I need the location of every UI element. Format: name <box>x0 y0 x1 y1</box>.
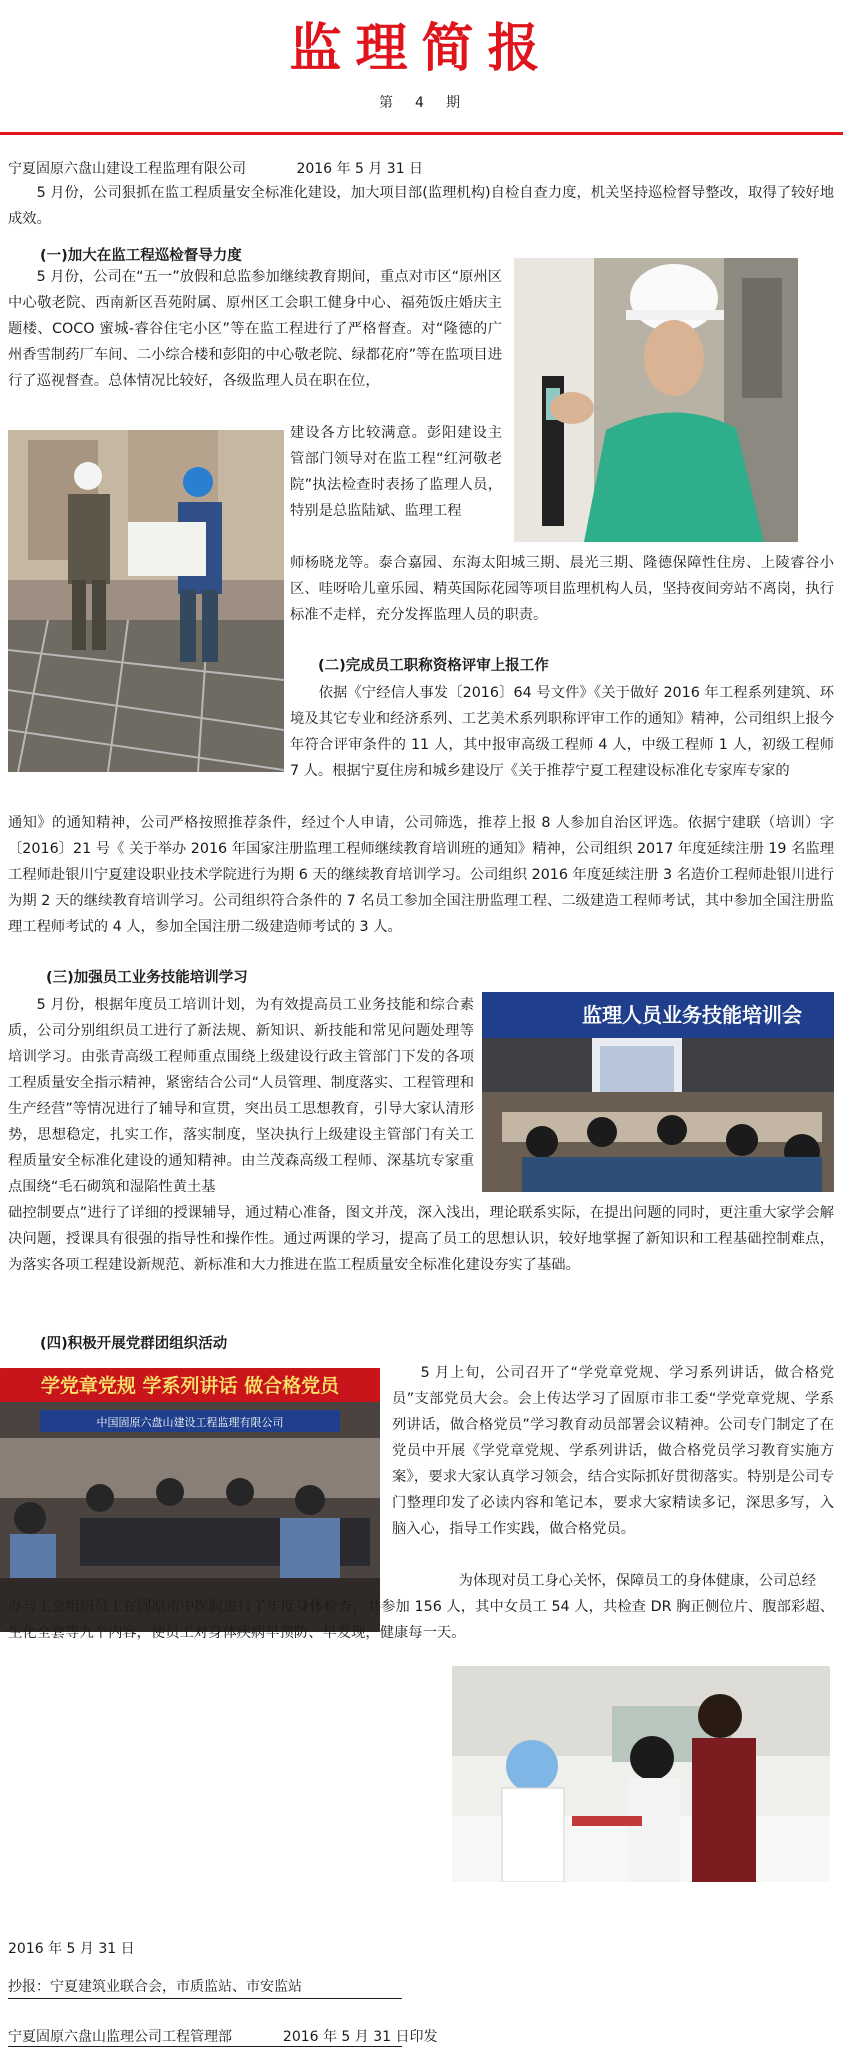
section-1-paragraph-2: 建设各方比较满意。彭阳建设主管部门领导对在监工程“红河敬老院”执法检查时表扬了监理人员，特别是总监陆斌、监理工程 <box>290 425 502 519</box>
section-1-paragraph-1: 5 月份，公司在“五一”放假和总监参加继续教育期间，重点对市区“原州区中心敬老院、西南新区吾苑附属、原州区工会职工健身中心、福苑饭庄婚庆主题楼、COCO 蜜城-睿谷住宅小区”等在监工程进行了严格督查。对“隆德的广州香雪制药厂车间、二小综合楼和彭阳的中心敬老院、绿都花府”等在监项目进行了巡视督查。总体情况比较好，各级监理人员在职在位， <box>8 269 502 389</box>
masthead-title: 监理简报 <box>289 18 554 79</box>
footer-rule-1 <box>8 1998 402 1999</box>
footer-rule-2 <box>8 2046 402 2047</box>
section-1-paragraph-3: 师杨晓龙等。泰合嘉园、东海太阳城三期、晨光三期、隆德保障性住房、上陵睿谷小区、哇呀哈儿童乐园、精英国际花园等项目监理机构人员，坚持夜间旁站不离岗，执行标准不走样，充分发挥监理人员的职责。 <box>290 555 834 623</box>
footer-issuer-line <box>8 2026 438 2046</box>
section-2-heading: (二)完成员工职称资格评审上报工作 <box>318 658 549 674</box>
publication-meta <box>8 158 469 178</box>
issue-number: 第 4 期 <box>379 95 464 111</box>
company-name: 宁夏固原六盘山建设工程监理有限公司 <box>8 161 246 177</box>
section-4-paragraph-1: 5 月上旬，公司召开了“学党章党规、学习系列讲话，做合格党员”支部党员大会。会上传达学习了固原市非工委“学党章党规、学系列讲话，做合格党员”学习教育动员部署会议精神。公司专门制定了在党员中开展《学党章党规、学系列讲话，做合格党员学习教育实施方案》，要求大家认真学习领会，结合实际抓好贯彻落实。特别是公司专门整理印发了必读内容和笔记本，要求大家精读多记，深思多写，入脑入心，指导工作实践，做合格党员。 <box>392 1365 834 1537</box>
intro-paragraph: 5 月份，公司狠抓在监工程质量安全标准化建设，加大项目部(监理机构)自检自查力度，机关坚持巡检督导整改，取得了较好地成效。 <box>8 185 834 227</box>
party-meeting-photo <box>0 1368 380 1632</box>
section-3-paragraph-1: 5 月份，根据年度员工培训计划，为有效提高员工业务技能和综合素质，公司分别组织员工进行了新法规、新知识、新技能和常见问题处理等培训学习。由张青高级工程师重点围绕上级建设行政主管部门下发的各项工程质量安全指示精神，紧密结合公司“人员管理、制度落实、工程管理和生产经营”等情况进行了辅导和宣贯，突出员工思想教育，引导大家认清形势，思想稳定，扎实工作，落实制度，坚决执行上级建设主管部门有关工程质量安全标准化建设的通知精神。由兰茂森高级工程师、深基坑专家重点围绕“毛石砌筑和湿陷性黄土基 <box>8 997 474 1195</box>
footer-printed-date: 2016 年 5 月 31 日印发 <box>282 2029 438 2045</box>
inspector-photo <box>514 258 798 542</box>
section-4-heading: (四)积极开展党群团组织活动 <box>40 1336 228 1352</box>
footer-date: 2016 年 5 月 31 日 <box>8 1941 135 1957</box>
site-inspection-photo <box>8 430 284 772</box>
section-2-paragraph-2: 通知》的通知精神，公司严格按照推荐条件，经过个人申请，公司筛选，推荐上报 8 人参加自治区评选。依据宁建联（培训）字〔2016〕21 号《 关于举办 2016 年国家注册监理工程师继续教育培训班的通知》精神，公司组织 2017 年度延续注册 19 名监理工程师赴银川宁夏建设职业技术学院进行为期 6 天的继续教育培训学习。公司组织 2016 年度延续注册 3 名造价工程师赴银川进行为期 2 天的继续教育培训学习。公司组织符合条件的 7 名员工参加全国注册监理工程、二级建造工程师考试，其中参加全国注册监理工程师考试的 4 人，参加全国注册二级建造师考试的 3 人。 <box>8 815 834 935</box>
header-divider <box>0 132 843 135</box>
training-banner-text: 监理人员业务技能培训会 <box>582 1003 802 1027</box>
health-check-photo <box>452 1666 830 1882</box>
section-3-paragraph-2: 础控制要点”进行了详细的授课辅导，通过精心准备，图文并茂，深入浅出，理论联系实际，在提出问题的同时，更注重大家学会解决问题，授课具有很强的指导性和操作性。通过两课的学习，提高了员工的思想认识，较好地掌握了新知识和工程基础控制难点，为落实各项工程建设新规范、新标准和大力推进在监工程质量安全标准化建设夯实了基础。 <box>8 1205 834 1273</box>
party-banner-text: 学党章党规 学系列讲话 做合格党员 <box>40 1375 340 1397</box>
footer-cc: 抄报：宁夏建筑业联合会，市质监站、市安监站 <box>8 1979 302 1995</box>
section-4-paragraph-2: 为体现对员工身心关怀，保障员工的身体健康，公司总经 <box>458 1573 817 1589</box>
training-session-photo <box>482 992 834 1192</box>
party-banner-subtext: 中国固原六盘山建设工程监理有限公司 <box>96 1416 284 1429</box>
publication-date: 2016 年 5 月 31 日 <box>296 161 424 177</box>
footer-issuer: 宁夏固原六盘山监理公司工程管理部 <box>8 2029 232 2045</box>
section-2-paragraph-1: 依据《宁经信人事发〔2016〕64 号文件》《关于做好 2016 年工程系列建筑、环境及其它专业和经济系列、工艺美术系列职称评审工作的通知》精神，公司组织上报今年符合评审条件的 11 人，其中报审高级工程师 4 人，中级工程师 1 人，初级工程师 7 人。根据宁夏住房和城乡建设厅《关于推荐宁夏工程建设标准化专家库专家的 <box>290 685 834 779</box>
section-4-paragraph-3: 办与工会组织员工在固原市中医院进行了年度身体检查，共参加 156 人，其中女员工 54 人，共检查 DR 胸正侧位片、腹部彩超、生化全套等九个内容，使员工对身体疾病早预防、早发现，健康每一天。 <box>8 1599 834 1641</box>
section-1-heading: (一)加大在监工程巡检督导力度 <box>40 248 242 264</box>
section-3-heading: (三)加强员工业务技能培训学习 <box>46 970 248 986</box>
